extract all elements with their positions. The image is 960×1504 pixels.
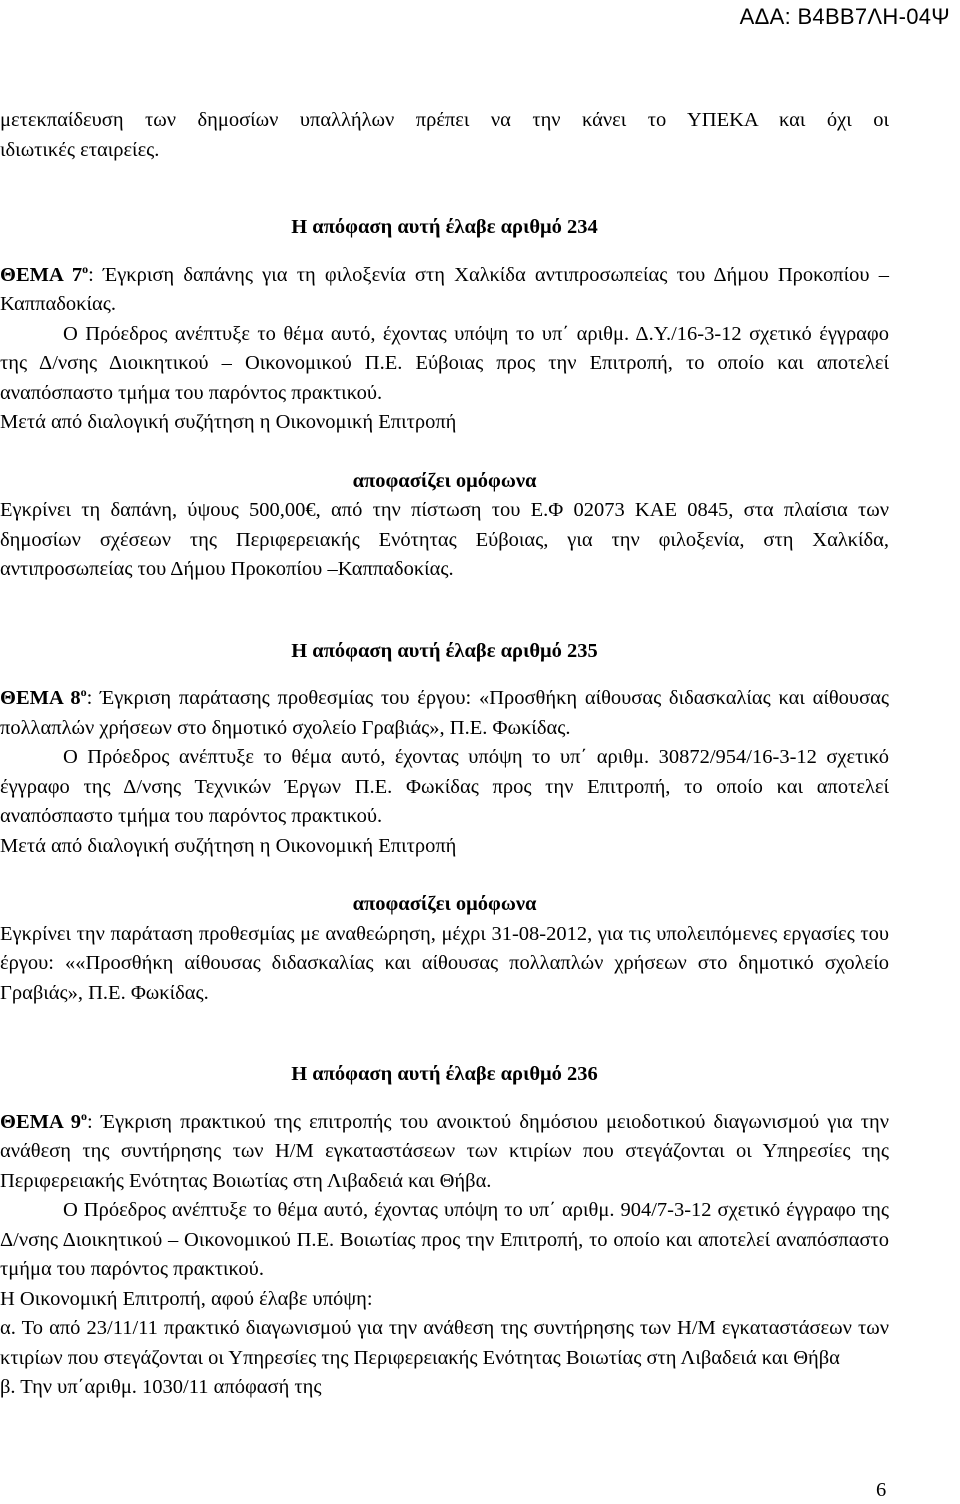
subject-label: ΘΕΜΑ 7 xyxy=(0,263,83,286)
verdict-235: αποφασίζει ομόφωνα xyxy=(352,893,537,915)
continuation-line-2: ιδιωτικές εταιρείες. xyxy=(0,138,160,161)
item-b-236: β. Την υπ΄αριθμ. 1030/11 απόφασή της xyxy=(0,1376,322,1398)
subject-label: ΘΕΜΑ 8 xyxy=(0,687,81,709)
chair-text-235: Ο Πρόεδρος ανέπτυξε το θέμα αυτό, έχοντας υπόψη το υπ΄ αριθμ. 30872/954/16-3-12 σχετικό έγγραφο της Δ/νσης Τεχνικών Έργων Π.Ε. Φωκίδας προς την Επιτροπή, το οποίο και αποτελεί αναπόσπαστο τμήμα του παρόντος πρακτικού. xyxy=(0,746,889,827)
subject-text: : Έγκριση πρακτικού της επιτροπής του ανοικτού δημόσιου μειοδοτικού διαγωνισμού για την ανάθεση της συντήρησης των Η/Μ εγκαταστάσεων των κτιρίων που στεγάζονται οι Υπηρεσίες της Περιφερειακής Ενότητας Βοιωτίας στη Λιβαδειά και Θήβα. xyxy=(0,1110,889,1192)
approval-234: Εγκρίνει τη δαπάνη, ύψους 500,00€, από την πίστωση του Ε.Φ 02073 ΚΑΕ 0845, στα πλαίσια των δημοσίων σχέσεων της Περιφερειακής Ενότητας Εύβοιας, για την φιλοξενία, στη Χαλκίδα, αντιπροσωπείας του Δήμου Προκοπίου –Καππαδοκίας. xyxy=(0,499,889,580)
subject-sup: ο xyxy=(82,261,89,276)
chair-text-234: Ο Πρόεδρος ανέπτυξε το θέμα αυτό, έχοντας υπόψη το υπ΄ αριθμ. Δ.Υ./16-3-12 σχετικό έγγραφο της Δ/νσης Διοικητικού – Οικονομικού Π.Ε. Εύβοιας προς την Επιτροπή, το οποίο και αποτελεί αναπόσπαστο τμήμα του παρόντος πρακτικού. xyxy=(0,322,889,404)
subject-text: : Έγκριση παράτασης προθεσμίας του έργου: «Προσθήκη αίθουσας διδασκαλίας και αίθουσας πολλαπλών χρήσεων στο δημοτικό σχολείο Γραβιάς», Π.Ε. Φωκίδας. xyxy=(0,687,889,739)
subject-label: ΘΕΜΑ 9 xyxy=(0,1110,82,1133)
chair-text-236: Ο Πρόεδρος ανέπτυξε το θέμα αυτό, έχοντας υπόψη το υπ΄ αριθμ. 904/7-3-12 σχετικό έγγραφο της Δ/νσης Διοικητικού – Οικονομικού Π.Ε. Βοιωτίας προς την Επιτροπή, το οποίο και αποτελεί αναπόσπαστο τμήμα του παρόντος πρακτικού. xyxy=(0,1199,889,1280)
decision-heading-236: Η απόφαση αυτή έλαβε αριθμό 236 xyxy=(291,1063,598,1085)
subject-text: : Έγκριση δαπάνης για τη φιλοξενία στη Χαλκίδα αντιπροσωπείας του Δήμου Προκοπίου – Καππαδοκίας. xyxy=(0,263,889,315)
subject-sup: ο xyxy=(81,1108,88,1123)
item-a-236: α. Το από 23/11/11 πρακτικό διαγωνισμού για την ανάθεση της συντήρησης των Η/Μ εγκαταστάσεων των κτιρίων που στεγάζονται οι Υπηρεσίες της Περιφερειακής Ενότητας Βοιωτίας στη Λιβαδειά και Θήβα xyxy=(0,1317,889,1369)
committee-line-236: Η Οικονομική Επιτροπή, αφού έλαβε υπόψη: xyxy=(0,1287,373,1310)
approval-235: Εγκρίνει την παράταση προθεσμίας με αναθεώρηση, μέχρι 31-08-2012, για τις υπολειπόμενες εργασίες του έργου: ««Προσθήκη αίθουσας διδασκαλίας και αίθουσας πολλαπλών χρήσεων στο δημοτικό σχολείο Γραβιάς», Π.Ε. Φωκίδας. xyxy=(0,922,889,1004)
discussion-235: Μετά από διαλογική συζήτηση η Οικονομική Επιτροπή xyxy=(0,834,457,857)
decision-heading-235: Η απόφαση αυτή έλαβε αριθμό 235 xyxy=(291,639,598,662)
subject-234 xyxy=(0,261,889,320)
ada-code: ΑΔΑ: Β4ΒΒ7ΛΗ-04Ψ xyxy=(739,4,950,29)
document-body xyxy=(0,106,889,1403)
subject-236 xyxy=(0,1108,889,1197)
discussion-234: Μετά από διαλογική συζήτηση η Οικονομική Επιτροπή xyxy=(0,411,457,433)
verdict-234: αποφασίζει ομόφωνα xyxy=(352,469,537,492)
subject-sup: ο xyxy=(80,685,87,700)
page-number: 6 xyxy=(876,1479,887,1501)
continuation-line-1: μετεκπαίδευση των δημοσίων υπαλλήλων πρέπει να την κάνει το ΥΠΕΚΑ και όχι οι xyxy=(0,109,889,131)
subject-235 xyxy=(0,684,889,743)
decision-heading-234: Η απόφαση αυτή έλαβε αριθμό 234 xyxy=(291,216,598,238)
